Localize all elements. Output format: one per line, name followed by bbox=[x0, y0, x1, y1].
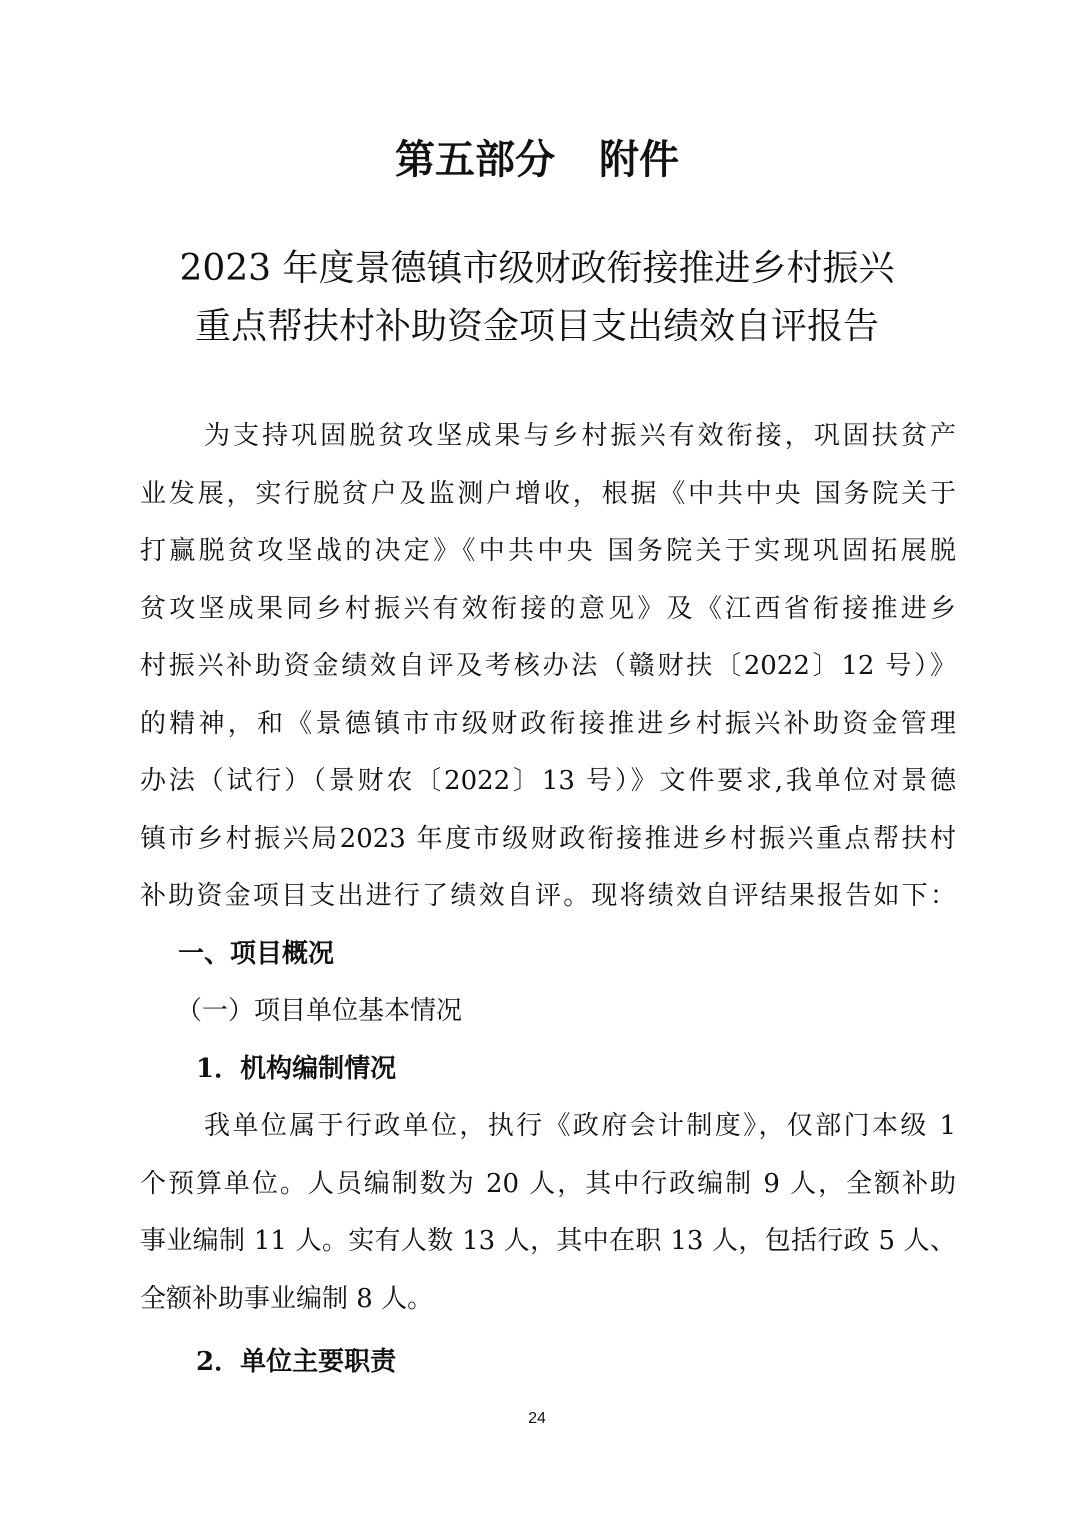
intro-line: 的精神，和《景德镇市市级财政衔接推进乡村振兴补助资金管理 bbox=[140, 708, 956, 739]
part-heading-label: 第五部分 bbox=[395, 137, 555, 183]
intro-line: 村振兴补助资金绩效自评及考核办法（赣财扶〔2022〕12 号）》 bbox=[140, 651, 956, 681]
document-body bbox=[140, 408, 956, 1392]
report-title-line-1: 2023 年度景德镇市级财政衔接推进乡村振兴 bbox=[179, 248, 895, 289]
subsection-heading: （一）项目单位基本情况 bbox=[176, 996, 463, 1026]
intro-line: 为支持巩固脱贫攻坚成果与乡村振兴有效衔接，巩固扶贫产 bbox=[204, 421, 956, 451]
part-heading-name: 附件 bbox=[599, 137, 679, 183]
paragraph-line: 全额补助事业编制 8 人。 bbox=[140, 1283, 434, 1314]
paragraph-line: 个预算单位。人员编制数为 20 人，其中行政编制 9 人，全额补助 bbox=[140, 1168, 956, 1199]
paragraph-line: 事业编制 11 人。实有人数 13 人，其中在职 13 人，包括行政 5 人、 bbox=[140, 1226, 956, 1256]
report-title-line-2: 重点帮扶村补助资金项目支出绩效自评报告 bbox=[194, 306, 879, 347]
item-heading: 2．单位主要职责 bbox=[196, 1347, 397, 1377]
intro-line: 镇市乡村振兴局2023 年度市级财政衔接推进乡村振兴重点帮扶村 bbox=[140, 823, 956, 854]
intro-line: 打赢脱贫攻坚战的决定》《中共中央 国务院关于实现巩固拓展脱 bbox=[140, 536, 956, 566]
paragraph-line: 我单位属于行政单位，执行《政府会计制度》，仅部门本级 1 bbox=[204, 1111, 956, 1141]
section-heading: 一、项目概况 bbox=[178, 938, 335, 969]
item-heading: 1．机构编制情况 bbox=[196, 1053, 397, 1084]
intro-line: 业发展，实行脱贫户及监测户增收，根据《中共中央 国务院关于 bbox=[140, 478, 956, 509]
intro-line: 贫攻坚成果同乡村振兴有效衔接的意见》及《江西省衔接推进乡 bbox=[140, 593, 956, 624]
report-title bbox=[0, 240, 1074, 356]
page-number: 24 bbox=[528, 1410, 546, 1427]
intro-line: 办法（试行）（景财农〔2022〕13 号）》文件要求,我单位对景德 bbox=[140, 766, 956, 796]
part-heading bbox=[0, 130, 1074, 190]
intro-line: 补助资金项目支出进行了绩效自评。现将绩效自评结果报告如下： bbox=[140, 881, 956, 911]
